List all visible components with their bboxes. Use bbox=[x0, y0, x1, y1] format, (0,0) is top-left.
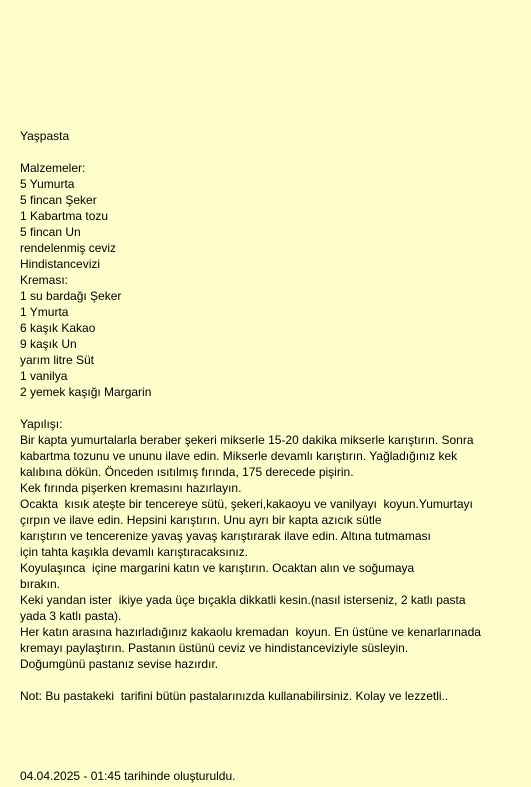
ingredients-list bbox=[20, 176, 520, 272]
method-line: Her katın arasına hazırladığınız kakaolu kremadan koyun. En üstüne ve kenarlarınada bbox=[20, 625, 481, 639]
cream-ingredient-item: 1 vanilya bbox=[20, 369, 68, 383]
method-line: için tahta kaşıkla devamlı karıştıracaksınız. bbox=[20, 545, 249, 559]
method-line: Keki yandan ister ikiye yada üçe bıçakla dikkatli kesin.(nasıl isterseniz, 2 katlı pasta bbox=[20, 593, 466, 607]
method-line: yada 3 katlı pasta). bbox=[20, 609, 122, 623]
ingredient-item: Hindistancevizi bbox=[20, 257, 101, 271]
ingredient-item: 1 Kabartma tozu bbox=[20, 209, 109, 223]
method-line: kremayı paylaştırın. Pastanın üstünü ceviz ve hindistanceviziyle süsleyin. bbox=[20, 641, 409, 655]
cream-ingredient-item: 2 yemek kaşığı Margarin bbox=[20, 385, 152, 399]
ingredient-item: 5 fincan Şeker bbox=[20, 193, 97, 207]
method-line: Bir kapta yumurtalarla beraber şekeri mikserle 15-20 dakika mikserle karıştırın. Sonra bbox=[20, 433, 474, 447]
cream-ingredient-item: yarım litre Süt bbox=[20, 353, 95, 367]
method-line: çırpın ve ilave edin. Hepsini karıştırın. Unu ayrı bir kapta azıcık sütle bbox=[20, 513, 382, 527]
spacer bbox=[20, 672, 520, 688]
recipe-title: Yaşpasta bbox=[20, 129, 70, 143]
spacer bbox=[20, 144, 520, 160]
method-line: karıştırın ve tencerenize yavaş yavaş karıştırarak ilave edin. Altına tutmaması bbox=[20, 529, 431, 543]
method-line: Kek fırında pişerken kremasını hazırlayın. bbox=[20, 481, 242, 495]
recipe-content bbox=[20, 128, 520, 704]
method-line: Doğumgünü pastanız sevise hazırdır. bbox=[20, 657, 219, 671]
spacer bbox=[20, 400, 520, 416]
method-line: kalıbına dökün. Önceden ısıtılmış fırında, 175 derecede pişirin. bbox=[20, 465, 354, 479]
method-line: Ocakta kısık ateşte bir tencereye sütü, şekeri,kakaoyu ve vanilyayı koyun.Yumurtayı bbox=[20, 497, 473, 511]
method-line: kabartma tozunu ve ununu ilave edin. Mikserle devamlı karıştırın. Yağladığınız kek bbox=[20, 449, 458, 463]
method-heading: Yapılışı: bbox=[20, 417, 63, 431]
cream-ingredient-item: 9 kaşık Un bbox=[20, 337, 77, 351]
cream-heading: Kreması: bbox=[20, 273, 69, 287]
method-text bbox=[20, 432, 520, 672]
recipe-note: Not: Bu pastakeki tarifini bütün pastalarınızda kullanabilirsiniz. Kolay ve lezzetli.. bbox=[20, 689, 449, 703]
cream-ingredient-item: 1 Ymurta bbox=[20, 305, 69, 319]
cream-ingredients-list bbox=[20, 288, 520, 400]
method-line: Koyulaşınca içine margarini katın ve karıştırın. Ocaktan alın ve soğumaya bbox=[20, 561, 415, 575]
cream-ingredient-item: 6 kaşık Kakao bbox=[20, 321, 96, 335]
ingredient-item: rendelenmiş ceviz bbox=[20, 241, 117, 255]
ingredients-heading: Malzemeler: bbox=[20, 161, 86, 175]
ingredient-item: 5 fincan Un bbox=[20, 225, 81, 239]
method-line: bırakın. bbox=[20, 577, 61, 591]
ingredient-item: 5 Yumurta bbox=[20, 177, 75, 191]
cream-ingredient-item: 1 su bardağı Şeker bbox=[20, 289, 122, 303]
created-timestamp: 04.04.2025 - 01:45 tarihinde oluşturuldu. bbox=[20, 769, 236, 783]
